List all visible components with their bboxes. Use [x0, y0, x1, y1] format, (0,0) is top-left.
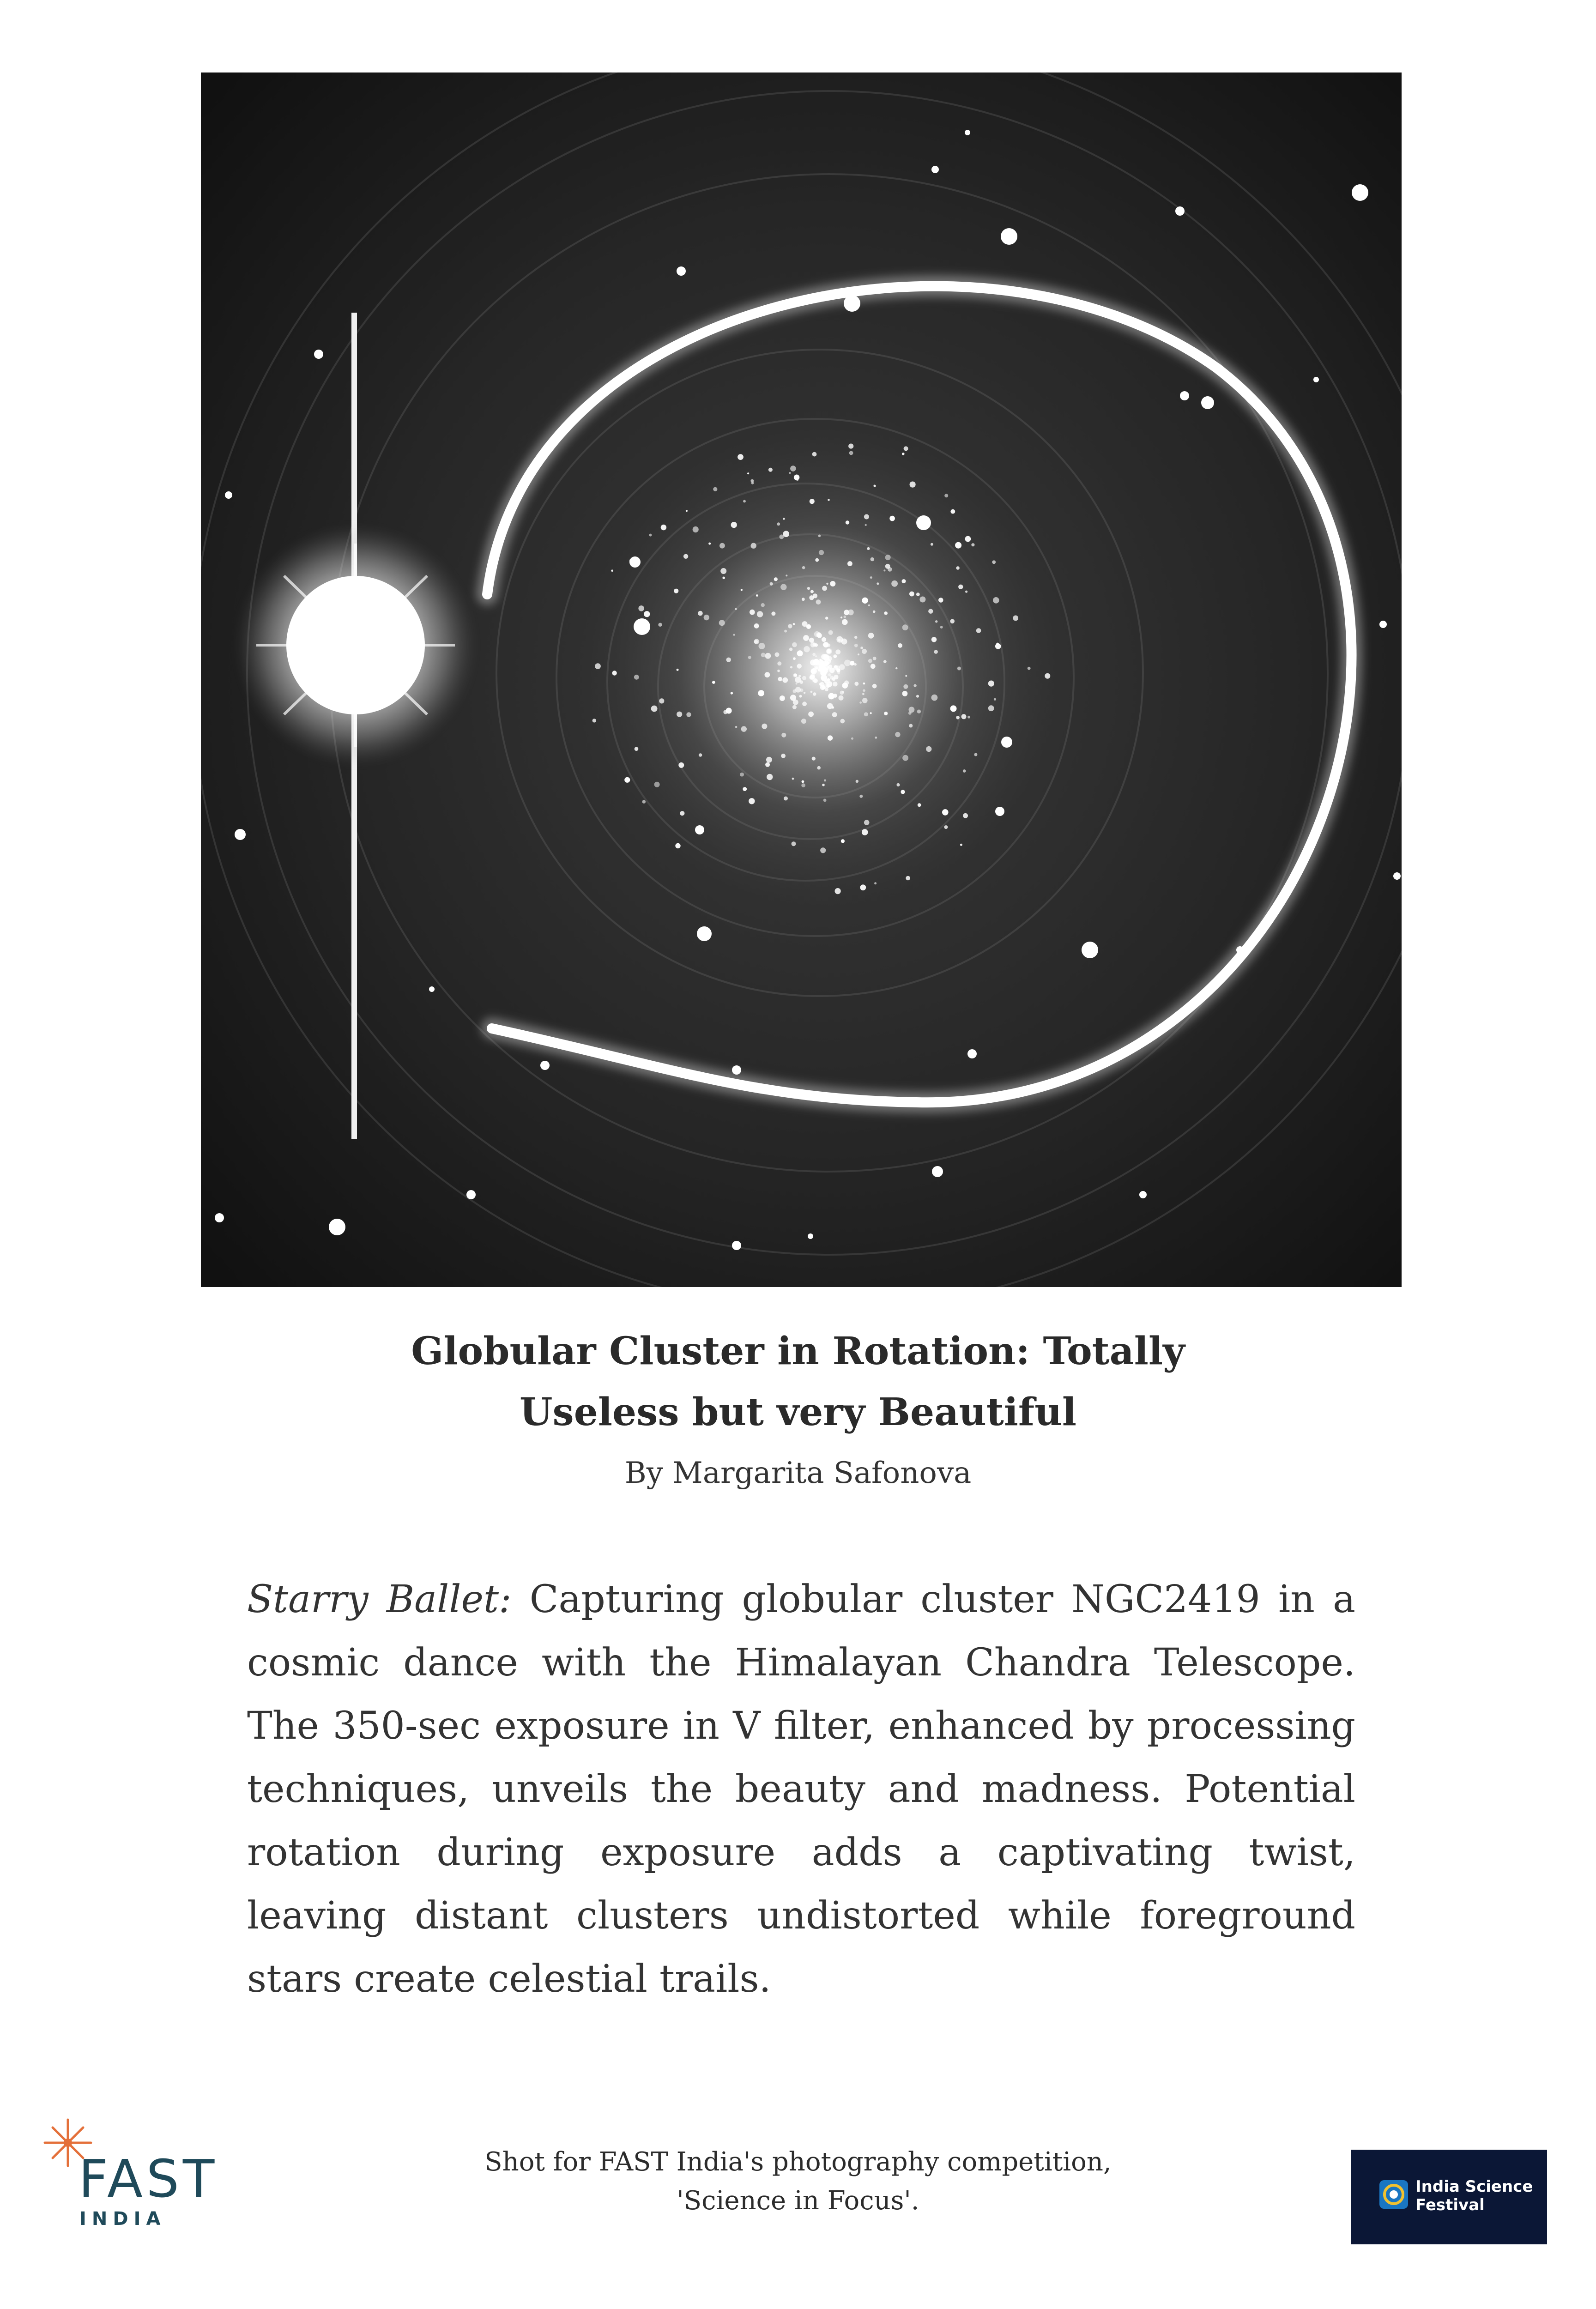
photo-title	[277, 1321, 1319, 1443]
festival-ring-icon	[1378, 2179, 1409, 2210]
festival-name-line-2: Festival	[1415, 2196, 1485, 2214]
photo-description	[247, 1568, 1355, 2011]
festival-name	[1415, 2177, 1533, 2214]
description-text: Capturing globular cluster NGC2419 in a cosmic dance with the Himalayan Chandra Telescope. The 350-sec exposure in V filter, enhanced by processing techniques, unveils the beauty and madness. Potential rotation during exposure adds a captivating twist, leaving distant clusters undistorted while foreground stars create celestial trails.	[247, 1578, 1355, 2001]
photo-title-line-1: Globular Cluster in Rotation: Totally	[411, 1329, 1185, 1373]
fast-wordmark: FAST	[79, 2149, 218, 2209]
globular-cluster-photo	[201, 73, 1402, 1287]
competition-note-line-2: 'Science in Focus'.	[677, 2186, 919, 2216]
india-science-festival-logo	[1351, 2150, 1547, 2244]
fast-india-logo	[42, 2117, 218, 2230]
fast-subtitle: INDIA	[79, 2208, 166, 2230]
festival-name-line-1: India Science	[1415, 2177, 1533, 2196]
author-byline: By Margarita Safonova	[624, 1456, 972, 1490]
description-lead: Starry Ballet:	[247, 1578, 512, 1621]
competition-note	[416, 2143, 1180, 2220]
competition-note-line-1: Shot for FAST India's photography competition,	[484, 2147, 1112, 2177]
photo-title-line-2: Useless but very Beautiful	[520, 1390, 1076, 1434]
